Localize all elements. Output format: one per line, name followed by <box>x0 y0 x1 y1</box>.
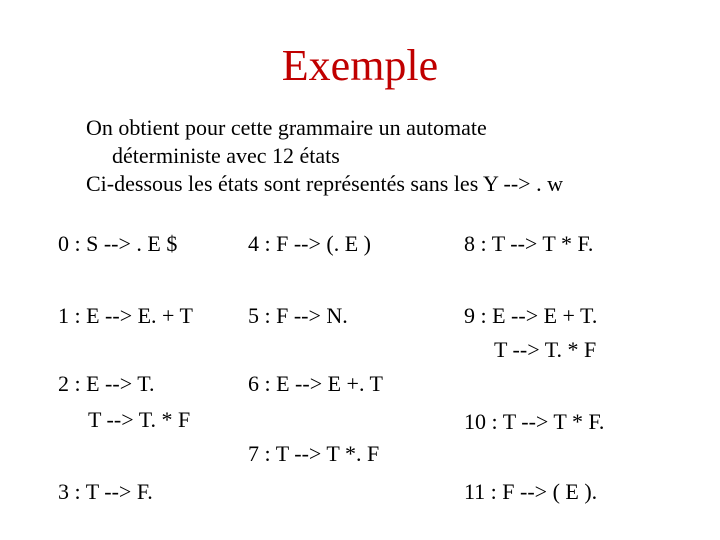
state-2-item-2: T --> T. * F <box>88 407 191 432</box>
state-3: 3 : T --> F. <box>58 479 153 504</box>
state-10: 10 : T --> T * F. <box>464 409 605 434</box>
state-11: 11 : F --> ( E ). <box>464 479 598 504</box>
state-9-item-2: T --> T. * F <box>494 337 597 362</box>
state-0: 0 : S --> . E $ <box>58 231 178 256</box>
state-4: 4 : F --> (. E ) <box>248 231 371 256</box>
slide-title: Exemple <box>281 41 439 90</box>
intro-line-2: déterministe avec 12 états <box>112 143 340 168</box>
intro-line-3: Ci-dessous les états sont représentés sans les Y --> . w <box>86 171 563 196</box>
state-6: 6 : E --> E +. T <box>248 371 383 396</box>
state-8: 8 : T --> T * F. <box>464 231 594 256</box>
state-5: 5 : F --> N. <box>248 303 348 328</box>
state-1: 1 : E --> E. + T <box>58 303 193 328</box>
intro-line-1: On obtient pour cette grammaire un automate <box>86 115 487 140</box>
state-2: 2 : E --> T. <box>58 371 155 396</box>
state-7: 7 : T --> T *. F <box>248 441 380 466</box>
state-9: 9 : E --> E + T. <box>464 303 598 328</box>
